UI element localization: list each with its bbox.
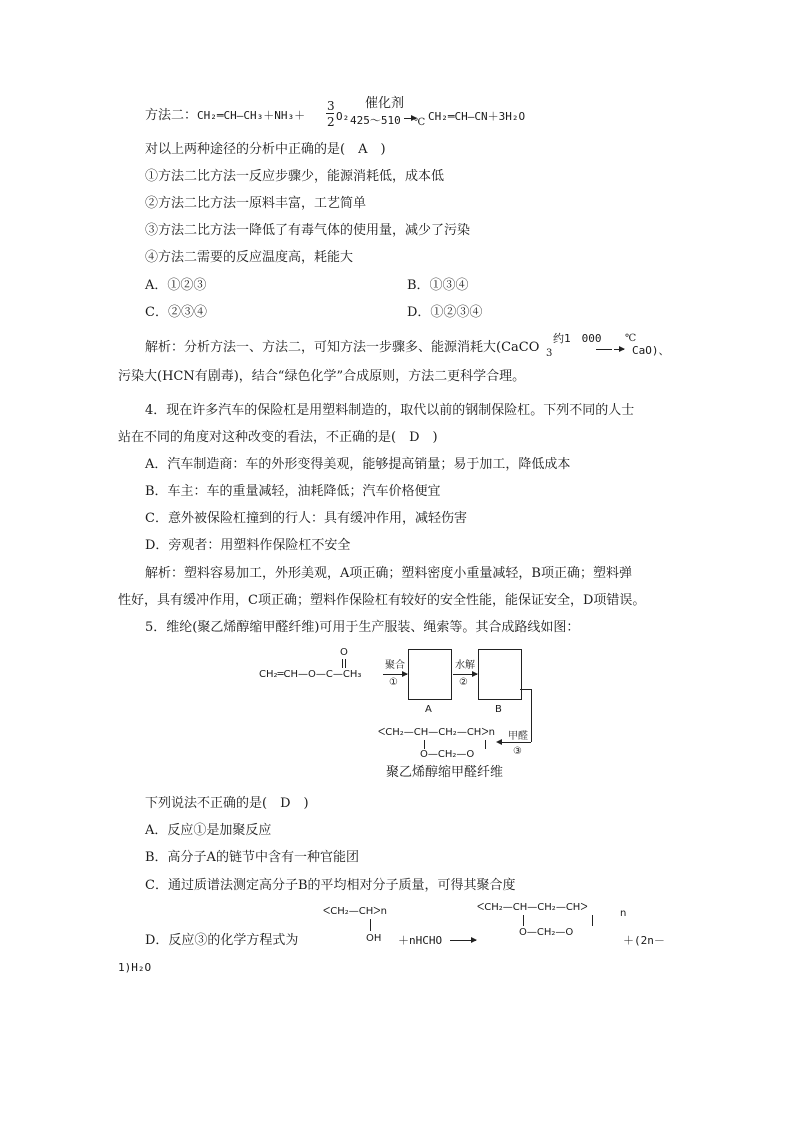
q5-stem: 5．维纶(聚乙烯醇缩甲醛纤维)可用于生产服装、绳索等。其合成路线如图：	[145, 620, 580, 635]
q4-analysis-2: 性好，具有缓冲作用，C项正确；塑料作保险杠有较好的安全性能，能保证安全，D项错误。	[118, 593, 646, 608]
decomp-temp: 约1 000	[553, 332, 602, 345]
option-d-tail-2: 1)H₂O	[118, 961, 152, 974]
caco3-subscript: 3	[546, 348, 553, 359]
box-a	[408, 649, 452, 700]
q3-analysis-line2: 污染大(HCN有剧毒)，结合“绿色化学”合成原则，方法二更科学合理。	[118, 369, 526, 384]
q4-option-d: D．旁观者：用塑料作保险杠不安全	[145, 538, 351, 553]
q4-option-c: C．意外被保险杠撞到的行人：具有缓冲作用，减轻伤害	[145, 511, 467, 526]
method2-o2: O₂	[336, 110, 350, 123]
method2-reactants: CH₂═CH—CH₃＋NH₃＋	[197, 109, 306, 122]
q3-item-4: ④方法二需要的反应温度高，耗能大	[145, 250, 354, 265]
option-d-product: ᐸCH₂—CH—CH₂—CHᐳ	[477, 902, 588, 913]
step1-number: ①	[389, 677, 398, 688]
pvf-polymer-formula: ᐸCH₂—CH—CH₂—CHᐳn	[378, 727, 495, 738]
fraction-bar	[326, 113, 334, 114]
q5-option-b: B．高分子A的链节中含有一种官能团	[145, 850, 359, 865]
step2-number: ②	[459, 677, 468, 688]
product-ring-right	[592, 915, 593, 926]
ring-bond-right	[485, 740, 486, 749]
q3-analysis-line1	[145, 339, 539, 357]
carbonyl-double-bond	[342, 659, 343, 668]
step2-label: 水解	[455, 660, 475, 671]
step1-arrow	[383, 674, 407, 675]
box-b	[478, 649, 522, 700]
connector-h	[520, 689, 531, 690]
product-ring-left	[523, 915, 524, 926]
q4-option-a: A．汽车制造商：车的外形变得美观，能够提高销量；易于加工，降低成本	[145, 457, 571, 472]
q3-analysis-text: 解析：分析方法一、方法二，可知方法一步骤多、能源消耗大(CaCO	[145, 340, 540, 355]
q4-stem-2: 站在不同的角度对这种改变的看法，不正确的是( D )	[118, 430, 438, 445]
q3-option-d: D．①②③④	[407, 305, 483, 320]
decomp-arrow	[614, 349, 624, 350]
step3-arrowhead	[496, 739, 502, 745]
q3-option-b: B．①③④	[407, 278, 469, 293]
q3-item-3: ③方法二比方法一降低了有毒气体的使用量，减少了污染	[145, 223, 471, 238]
q4-stem-1: 4．现在许多汽车的保险杠是用塑料制造的，取代以前的钢制保险杠。下列不同的人士	[145, 403, 635, 418]
ring-bond-left	[424, 740, 425, 749]
q3-item-2: ②方法二比方法一原料丰富，工艺简单	[145, 196, 367, 211]
q3-stem: 对以上两种途径的分析中正确的是( A )	[145, 142, 386, 157]
q3-item-1: ①方法二比方法一反应步骤少，能源消耗低，成本低	[145, 169, 445, 184]
q5-option-c: C．通过质谱法测定高分子B的平均相对分子质量，可得其聚合度	[145, 878, 516, 893]
step1-label: 聚合	[385, 660, 405, 671]
box-a-label: A	[425, 704, 432, 715]
box-b-label: B	[495, 704, 502, 715]
formaldehyde-reagent: ＋nHCHO	[398, 934, 443, 947]
method2-products: CH₂═CH—CN＋3H₂O	[428, 110, 526, 123]
celsius-unit: ℃	[414, 117, 426, 128]
pvf-ring: O—CH₂—O	[420, 749, 475, 760]
catalyst-label: 催化剂	[365, 96, 405, 111]
carbonyl-double-bond-2	[345, 659, 346, 668]
decomp-unit: ℃	[625, 333, 637, 344]
product-name: 聚乙烯醇缩甲醛纤维	[386, 765, 504, 780]
pva-formula: ᐸCH₂—CHᐳn	[323, 906, 387, 917]
step3-number: ③	[513, 746, 522, 757]
q5-option-a: A．反应①是加聚反应	[145, 823, 272, 838]
q3-option-a: A．①②③	[145, 278, 207, 293]
q3-analysis-tail: CaO)、	[632, 344, 670, 357]
option-d-tail: ＋(2n－	[623, 934, 665, 947]
option-d-arrow	[450, 940, 476, 941]
temperature-label: 425～510	[350, 114, 401, 127]
q5-question: 下列说法不正确的是( D )	[145, 796, 309, 811]
method2-prefix: 方法二：	[145, 108, 198, 123]
connector-v	[531, 689, 532, 742]
q4-analysis-1: 解析：塑料容易加工，外形美观，A项正确；塑料密度小重量减轻，B项正确；塑料弹	[145, 566, 632, 581]
pva-oh: OH	[366, 933, 382, 944]
fraction-denominator: 2	[327, 115, 335, 129]
q5-option-d-prefix: D．反应③的化学方程式为	[145, 933, 299, 948]
option-d-product-n: n	[620, 908, 627, 919]
method2-equation	[145, 107, 305, 125]
pva-oh-bond	[370, 919, 371, 931]
carbonyl-oxygen: O	[340, 647, 348, 658]
option-d-ring: O—CH₂—O	[519, 927, 574, 938]
step2-arrow	[453, 674, 477, 675]
step3-label: 甲醛	[508, 731, 528, 742]
fraction-numerator: 3	[327, 99, 335, 113]
vinyl-acetate-formula: CH₂═CH—O—C—CH₃	[259, 669, 362, 680]
q3-option-c: C．②③④	[145, 305, 207, 320]
decomp-dash	[596, 349, 612, 350]
q4-option-b: B．车主：车的重量减轻，油耗降低；汽车价格便宜	[145, 484, 441, 499]
